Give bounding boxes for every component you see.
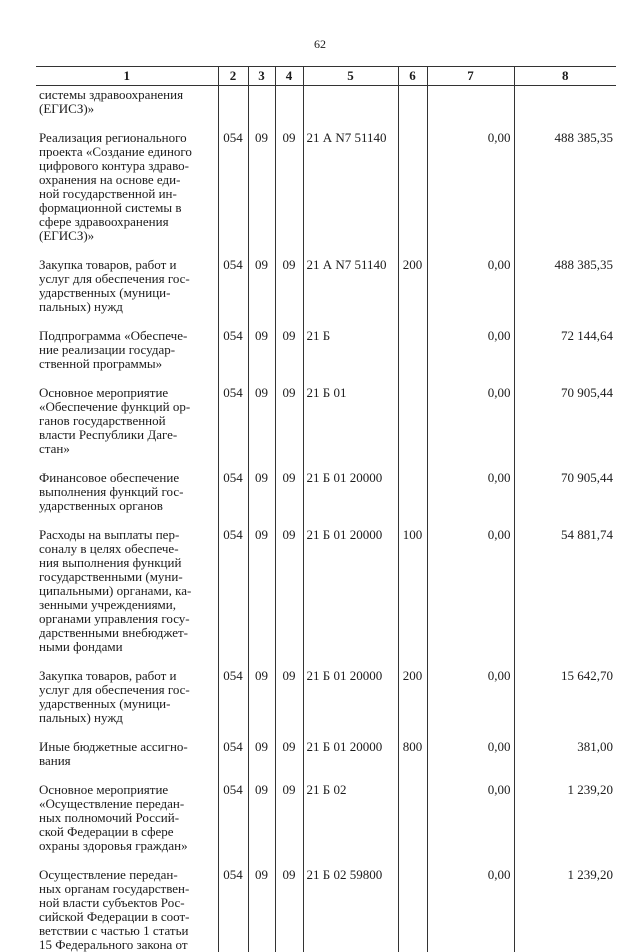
spacer-cell <box>514 456 616 471</box>
row-grbs-cell: 054 <box>218 131 248 243</box>
spacer-cell <box>398 456 427 471</box>
row-amount-col7-cell: 0,00 <box>427 868 514 952</box>
table-row <box>36 258 616 314</box>
row-grbs-cell: 054 <box>218 386 248 456</box>
spacer-cell <box>275 456 303 471</box>
spacer-cell <box>303 513 398 528</box>
row-amount-col7-cell: 0,00 <box>427 258 514 314</box>
row-expense-type-cell: 200 <box>398 258 427 314</box>
row-spacer <box>36 314 616 329</box>
row-amount-col8-cell <box>514 86 616 117</box>
spacer-cell <box>218 116 248 131</box>
row-target-article-cell: 21 Б 02 59800 <box>303 868 398 952</box>
row-subsection-cell: 09 <box>275 740 303 768</box>
row-amount-col8-cell: 381,00 <box>514 740 616 768</box>
spacer-cell <box>514 725 616 740</box>
spacer-cell <box>398 513 427 528</box>
spacer-cell <box>36 371 218 386</box>
spacer-cell <box>303 654 398 669</box>
spacer-cell <box>398 243 427 258</box>
row-expense-type-cell: 800 <box>398 740 427 768</box>
spacer-cell <box>398 853 427 868</box>
row-expense-type-cell <box>398 783 427 853</box>
column-header-8: 8 <box>514 67 616 86</box>
row-target-article-cell: 21 Б 02 <box>303 783 398 853</box>
spacer-cell <box>303 725 398 740</box>
row-name-cell: Основное мероприятие «Обеспечение функций ор- ганов государственной власти Республики Даге- стан» <box>36 386 218 456</box>
row-amount-col7-cell: 0,00 <box>427 783 514 853</box>
row-spacer <box>36 654 616 669</box>
row-name-cell: Закупка товаров, работ и услуг для обеспечения гос- ударственных (муници- пальных) нужд <box>36 258 218 314</box>
spacer-cell <box>514 371 616 386</box>
row-expense-type-cell: 200 <box>398 669 427 725</box>
row-section-cell: 09 <box>248 329 275 371</box>
spacer-cell <box>36 116 218 131</box>
column-header-7: 7 <box>427 67 514 86</box>
row-spacer <box>36 725 616 740</box>
spacer-cell <box>218 513 248 528</box>
row-amount-col8-cell: 488 385,35 <box>514 131 616 243</box>
row-expense-type-cell <box>398 386 427 456</box>
row-amount-col8-cell: 70 905,44 <box>514 386 616 456</box>
spacer-cell <box>218 314 248 329</box>
row-spacer <box>36 371 616 386</box>
table-row <box>36 131 616 243</box>
spacer-cell <box>248 654 275 669</box>
spacer-cell <box>303 456 398 471</box>
table-row <box>36 740 616 768</box>
spacer-cell <box>248 853 275 868</box>
table-header-row <box>36 67 616 86</box>
table-row <box>36 783 616 853</box>
spacer-cell <box>218 725 248 740</box>
spacer-cell <box>275 725 303 740</box>
spacer-cell <box>303 116 398 131</box>
row-subsection-cell: 09 <box>275 528 303 654</box>
row-expense-type-cell <box>398 868 427 952</box>
row-name-cell: Осуществление передан- ных органам государствен- ной власти субъектов Рос- сийской Федерации в соот- ветствии с частью 1 статьи 15 Федерального закона от <box>36 868 218 952</box>
spacer-cell <box>303 243 398 258</box>
column-header-6: 6 <box>398 67 427 86</box>
row-expense-type-cell <box>398 131 427 243</box>
spacer-cell <box>275 853 303 868</box>
table-row <box>36 86 616 117</box>
spacer-cell <box>275 768 303 783</box>
spacer-cell <box>427 853 514 868</box>
spacer-cell <box>514 768 616 783</box>
spacer-cell <box>427 768 514 783</box>
column-header-3: 3 <box>248 67 275 86</box>
row-grbs-cell: 054 <box>218 528 248 654</box>
row-subsection-cell: 09 <box>275 783 303 853</box>
spacer-cell <box>218 371 248 386</box>
row-spacer <box>36 513 616 528</box>
spacer-cell <box>218 768 248 783</box>
spacer-cell <box>398 654 427 669</box>
spacer-cell <box>303 314 398 329</box>
row-target-article-cell: 21 А N7 51140 <box>303 131 398 243</box>
spacer-cell <box>218 456 248 471</box>
spacer-cell <box>427 456 514 471</box>
row-amount-col8-cell: 70 905,44 <box>514 471 616 513</box>
row-name-cell: Подпрограмма «Обеспече- ние реализации государ- ственной программы» <box>36 329 218 371</box>
page-number: 62 <box>0 37 640 52</box>
spacer-cell <box>248 456 275 471</box>
row-target-article-cell: 21 Б 01 <box>303 386 398 456</box>
spacer-cell <box>514 116 616 131</box>
row-amount-col8-cell: 488 385,35 <box>514 258 616 314</box>
row-name-cell: Реализация регионального проекта «Создание единого цифрового контура здраво- охранения на основе еди- ной государственной ин- формационной системы в сфере здравоохранения (ЕГИСЗ)» <box>36 131 218 243</box>
spacer-cell <box>248 371 275 386</box>
spacer-cell <box>36 853 218 868</box>
row-section-cell: 09 <box>248 783 275 853</box>
spacer-cell <box>36 513 218 528</box>
row-section-cell: 09 <box>248 669 275 725</box>
row-amount-col7-cell: 0,00 <box>427 669 514 725</box>
spacer-cell <box>398 725 427 740</box>
row-amount-col8-cell: 1 239,20 <box>514 868 616 952</box>
row-subsection-cell: 09 <box>275 386 303 456</box>
table-row <box>36 386 616 456</box>
spacer-cell <box>248 116 275 131</box>
spacer-cell <box>514 314 616 329</box>
spacer-cell <box>248 513 275 528</box>
spacer-cell <box>427 725 514 740</box>
spacer-cell <box>398 371 427 386</box>
row-amount-col8-cell: 15 642,70 <box>514 669 616 725</box>
row-name-cell: Основное мероприятие «Осуществление передан- ных полномочий Россий- ской Федерации в сфере охраны здоровья граждан» <box>36 783 218 853</box>
spacer-cell <box>398 116 427 131</box>
spacer-cell <box>36 456 218 471</box>
column-header-4: 4 <box>275 67 303 86</box>
row-subsection-cell: 09 <box>275 868 303 952</box>
row-subsection-cell: 09 <box>275 471 303 513</box>
row-section-cell <box>248 86 275 117</box>
spacer-cell <box>275 513 303 528</box>
table-body <box>36 86 616 952</box>
row-target-article-cell: 21 Б 01 20000 <box>303 669 398 725</box>
row-section-cell: 09 <box>248 740 275 768</box>
row-amount-col8-cell: 54 881,74 <box>514 528 616 654</box>
row-spacer <box>36 853 616 868</box>
row-amount-col7-cell: 0,00 <box>427 386 514 456</box>
row-target-article-cell: 21 Б <box>303 329 398 371</box>
row-name-cell: Расходы на выплаты пер- соналу в целях обеспече- ния выполнения функций государственными (муни- ципальными) органами, ка- зенными учреждениями, органами управления госу- дарственными внебюджет- ными фондами <box>36 528 218 654</box>
row-grbs-cell: 054 <box>218 471 248 513</box>
row-grbs-cell: 054 <box>218 258 248 314</box>
row-expense-type-cell: 100 <box>398 528 427 654</box>
row-subsection-cell: 09 <box>275 329 303 371</box>
row-subsection-cell: 09 <box>275 258 303 314</box>
row-spacer <box>36 456 616 471</box>
budget-table <box>36 66 616 952</box>
spacer-cell <box>218 654 248 669</box>
spacer-cell <box>36 314 218 329</box>
spacer-cell <box>275 116 303 131</box>
row-name-cell: Финансовое обеспечение выполнения функций гос- ударственных органов <box>36 471 218 513</box>
spacer-cell <box>427 243 514 258</box>
row-target-article-cell: 21 Б 01 20000 <box>303 528 398 654</box>
row-grbs-cell <box>218 86 248 117</box>
spacer-cell <box>427 513 514 528</box>
table-row <box>36 471 616 513</box>
column-header-1: 1 <box>36 67 218 86</box>
table-row <box>36 329 616 371</box>
row-expense-type-cell <box>398 329 427 371</box>
spacer-cell <box>427 116 514 131</box>
spacer-cell <box>218 853 248 868</box>
spacer-cell <box>398 768 427 783</box>
spacer-cell <box>514 513 616 528</box>
spacer-cell <box>275 314 303 329</box>
spacer-cell <box>514 243 616 258</box>
row-target-article-cell: 21 А N7 51140 <box>303 258 398 314</box>
row-subsection-cell <box>275 86 303 117</box>
spacer-cell <box>36 654 218 669</box>
row-amount-col7-cell: 0,00 <box>427 740 514 768</box>
spacer-cell <box>36 768 218 783</box>
table-row <box>36 868 616 952</box>
spacer-cell <box>303 768 398 783</box>
column-header-5: 5 <box>303 67 398 86</box>
table-row <box>36 528 616 654</box>
row-spacer <box>36 243 616 258</box>
row-section-cell: 09 <box>248 131 275 243</box>
row-grbs-cell: 054 <box>218 740 248 768</box>
spacer-cell <box>248 725 275 740</box>
spacer-cell <box>248 314 275 329</box>
spacer-cell <box>275 654 303 669</box>
row-expense-type-cell <box>398 471 427 513</box>
spacer-cell <box>514 853 616 868</box>
row-name-cell: системы здравоохранения (ЕГИСЗ)» <box>36 86 218 117</box>
spacer-cell <box>303 371 398 386</box>
table-row <box>36 669 616 725</box>
row-spacer <box>36 116 616 131</box>
row-subsection-cell: 09 <box>275 131 303 243</box>
spacer-cell <box>427 654 514 669</box>
row-grbs-cell: 054 <box>218 329 248 371</box>
row-amount-col7-cell: 0,00 <box>427 329 514 371</box>
spacer-cell <box>514 654 616 669</box>
row-amount-col7-cell: 0,00 <box>427 131 514 243</box>
spacer-cell <box>275 243 303 258</box>
row-expense-type-cell <box>398 86 427 117</box>
spacer-cell <box>303 853 398 868</box>
row-section-cell: 09 <box>248 471 275 513</box>
row-target-article-cell: 21 Б 01 20000 <box>303 740 398 768</box>
row-section-cell: 09 <box>248 868 275 952</box>
spacer-cell <box>36 725 218 740</box>
row-amount-col8-cell: 1 239,20 <box>514 783 616 853</box>
spacer-cell <box>427 371 514 386</box>
row-grbs-cell: 054 <box>218 868 248 952</box>
spacer-cell <box>248 243 275 258</box>
row-spacer <box>36 768 616 783</box>
row-grbs-cell: 054 <box>218 669 248 725</box>
row-target-article-cell: 21 Б 01 20000 <box>303 471 398 513</box>
spacer-cell <box>427 314 514 329</box>
row-amount-col7-cell: 0,00 <box>427 528 514 654</box>
row-amount-col7-cell: 0,00 <box>427 471 514 513</box>
spacer-cell <box>275 371 303 386</box>
row-grbs-cell: 054 <box>218 783 248 853</box>
row-name-cell: Иные бюджетные ассигно- вания <box>36 740 218 768</box>
row-name-cell: Закупка товаров, работ и услуг для обеспечения гос- ударственных (муници- пальных) нужд <box>36 669 218 725</box>
row-amount-col8-cell: 72 144,64 <box>514 329 616 371</box>
row-section-cell: 09 <box>248 258 275 314</box>
spacer-cell <box>218 243 248 258</box>
spacer-cell <box>398 314 427 329</box>
spacer-cell <box>36 243 218 258</box>
row-section-cell: 09 <box>248 528 275 654</box>
row-section-cell: 09 <box>248 386 275 456</box>
row-subsection-cell: 09 <box>275 669 303 725</box>
spacer-cell <box>248 768 275 783</box>
row-amount-col7-cell <box>427 86 514 117</box>
row-target-article-cell <box>303 86 398 117</box>
column-header-2: 2 <box>218 67 248 86</box>
